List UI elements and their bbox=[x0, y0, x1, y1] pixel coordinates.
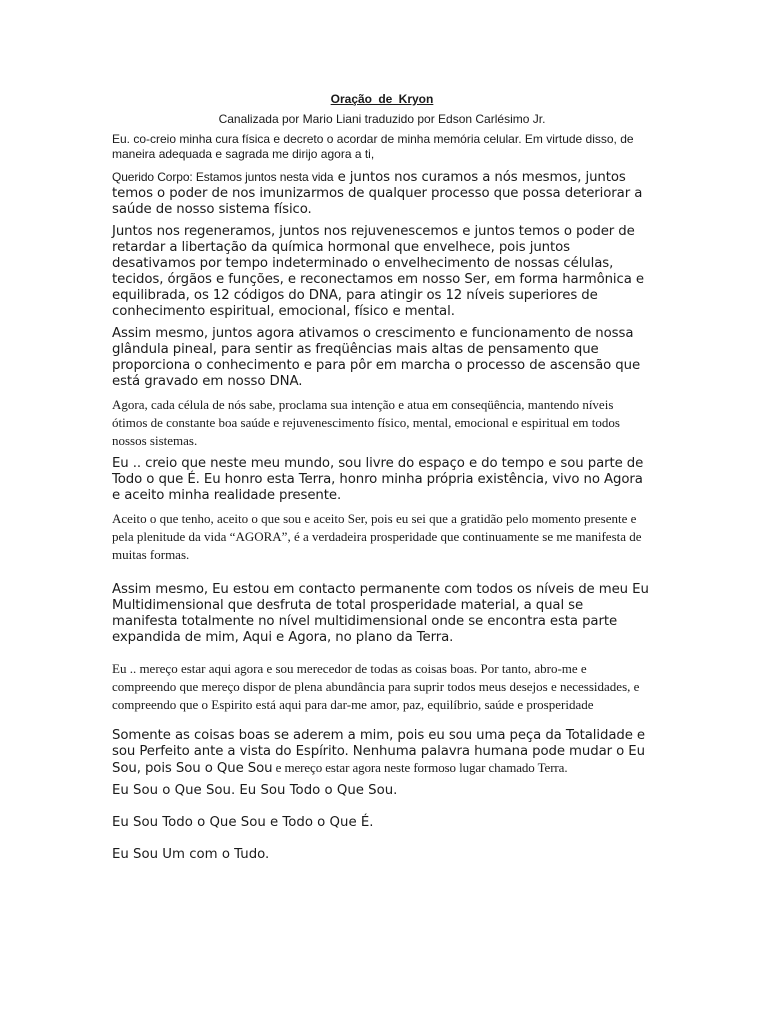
paragraph-querido-corpo bbox=[112, 169, 652, 218]
affirmation-3: Eu Sou Um com o Tudo. bbox=[112, 847, 270, 862]
paragraph-creio: Eu .. creio que neste meu mundo, sou livre do espaço e do tempo e sou parte de Todo o que É. Eu honro esta Terra, honro minha própria existência, vivo no Agora e aceito minha realidade presente. bbox=[112, 456, 644, 503]
paragraph-intro: Eu. co-creio minha cura física e decreto o acordar de minha memória celular. Em virtude disso, de maneira adequada e sagrada me dirijo agora a ti, bbox=[112, 132, 634, 161]
document-title: Oração de Kryon bbox=[330, 92, 434, 106]
affirmation-2: Eu Sou Todo o Que Sou e Todo o Que É. bbox=[112, 815, 374, 830]
paragraph-celula: Agora, cada célula de nós sabe, proclama sua intenção e atua em conseqüência, mantendo níveis ótimos de constante boa saúde e rejuvenescimento físico, mental, emocional e espiritual em todos nossos sistemas. bbox=[112, 397, 620, 448]
paragraph-coisas-boas-main: Somente as coisas boas se aderem a mim, pois eu sou uma peça da Totalidade e sou Perfeito ante a vista do Espírito. Nenhuma palavra humana pode mudar o Eu Sou, pois Sou o Que Sou bbox=[112, 728, 645, 776]
paragraph-querido-corpo-lead: Querido Corpo: Estamos juntos nesta vida bbox=[112, 170, 334, 184]
paragraph-regeneramos: Juntos nos regeneramos, juntos nos rejuvenescemos e juntos temos o poder de retardar a libertação da química hormonal que envelhece, pois juntos desativamos por tempo indeterminado o envelhecimento de nossas células, tecidos, órgãos e funções, e reconectamos em nosso Ser, em forma harmônica e equilibrada, os 12 códigos do DNA, para atingir os 12 níveis superiores de conhecimento espiritual, emocional, físico e mental. bbox=[112, 224, 644, 319]
affirmation-1: Eu Sou o Que Sou. Eu Sou Todo o Que Sou. bbox=[112, 783, 398, 798]
paragraph-pineal: Assim mesmo, juntos agora ativamos o crescimento e funcionamento de nossa glândula pineal, para sentir as freqüências mais altas de pensamento que proporciona o conhecimento e para pôr em marcha o processo de ascensão que está gravado em nosso DNA. bbox=[112, 326, 641, 389]
paragraph-multidimensional: Assim mesmo, Eu estou em contacto permanente com todos os níveis de meu Eu Multidimensional que desfruta de total prosperidade material, a qual se manifesta totalmente no nível multidimensional onde se encontra esta parte expandida de mim, Aqui e Agora, no plano da Terra. bbox=[112, 582, 649, 645]
paragraph-mereco: Eu .. mereço estar aqui agora e sou merecedor de todas as coisas boas. Por tanto, abro-me e compreendo que mereço dispor de plena abundância para suprir todos meus desejos e necessidades, e compreendo que o Espirito está aqui para dar-me amor, paz, equilíbrio, saúde e prosperidade bbox=[112, 661, 640, 712]
document-content bbox=[112, 92, 652, 863]
paragraph-querido-corpo-rest: e juntos nos curamos a nós mesmos, juntos temos o poder de nos imunizarmos de qualquer processo que possa deteriorar a saúde de nosso sistema físico. bbox=[112, 170, 643, 217]
paragraph-coisas-boas bbox=[112, 728, 652, 777]
paragraph-aceito: Aceito o que tenho, aceito o que sou e aceito Ser, pois eu sei que a gratidão pelo momento presente e pela plenitude da vida “AGORA”, é a verdadeira prosperidade que continuamente se me manifesta de muitas formas. bbox=[112, 511, 642, 562]
document-subtitle: Canalizada por Mario Liani traduzido por Edson Carlésimo Jr. bbox=[218, 112, 546, 126]
paragraph-coisas-boas-tail: e mereço estar agora neste formoso lugar chamado Terra. bbox=[272, 760, 568, 775]
